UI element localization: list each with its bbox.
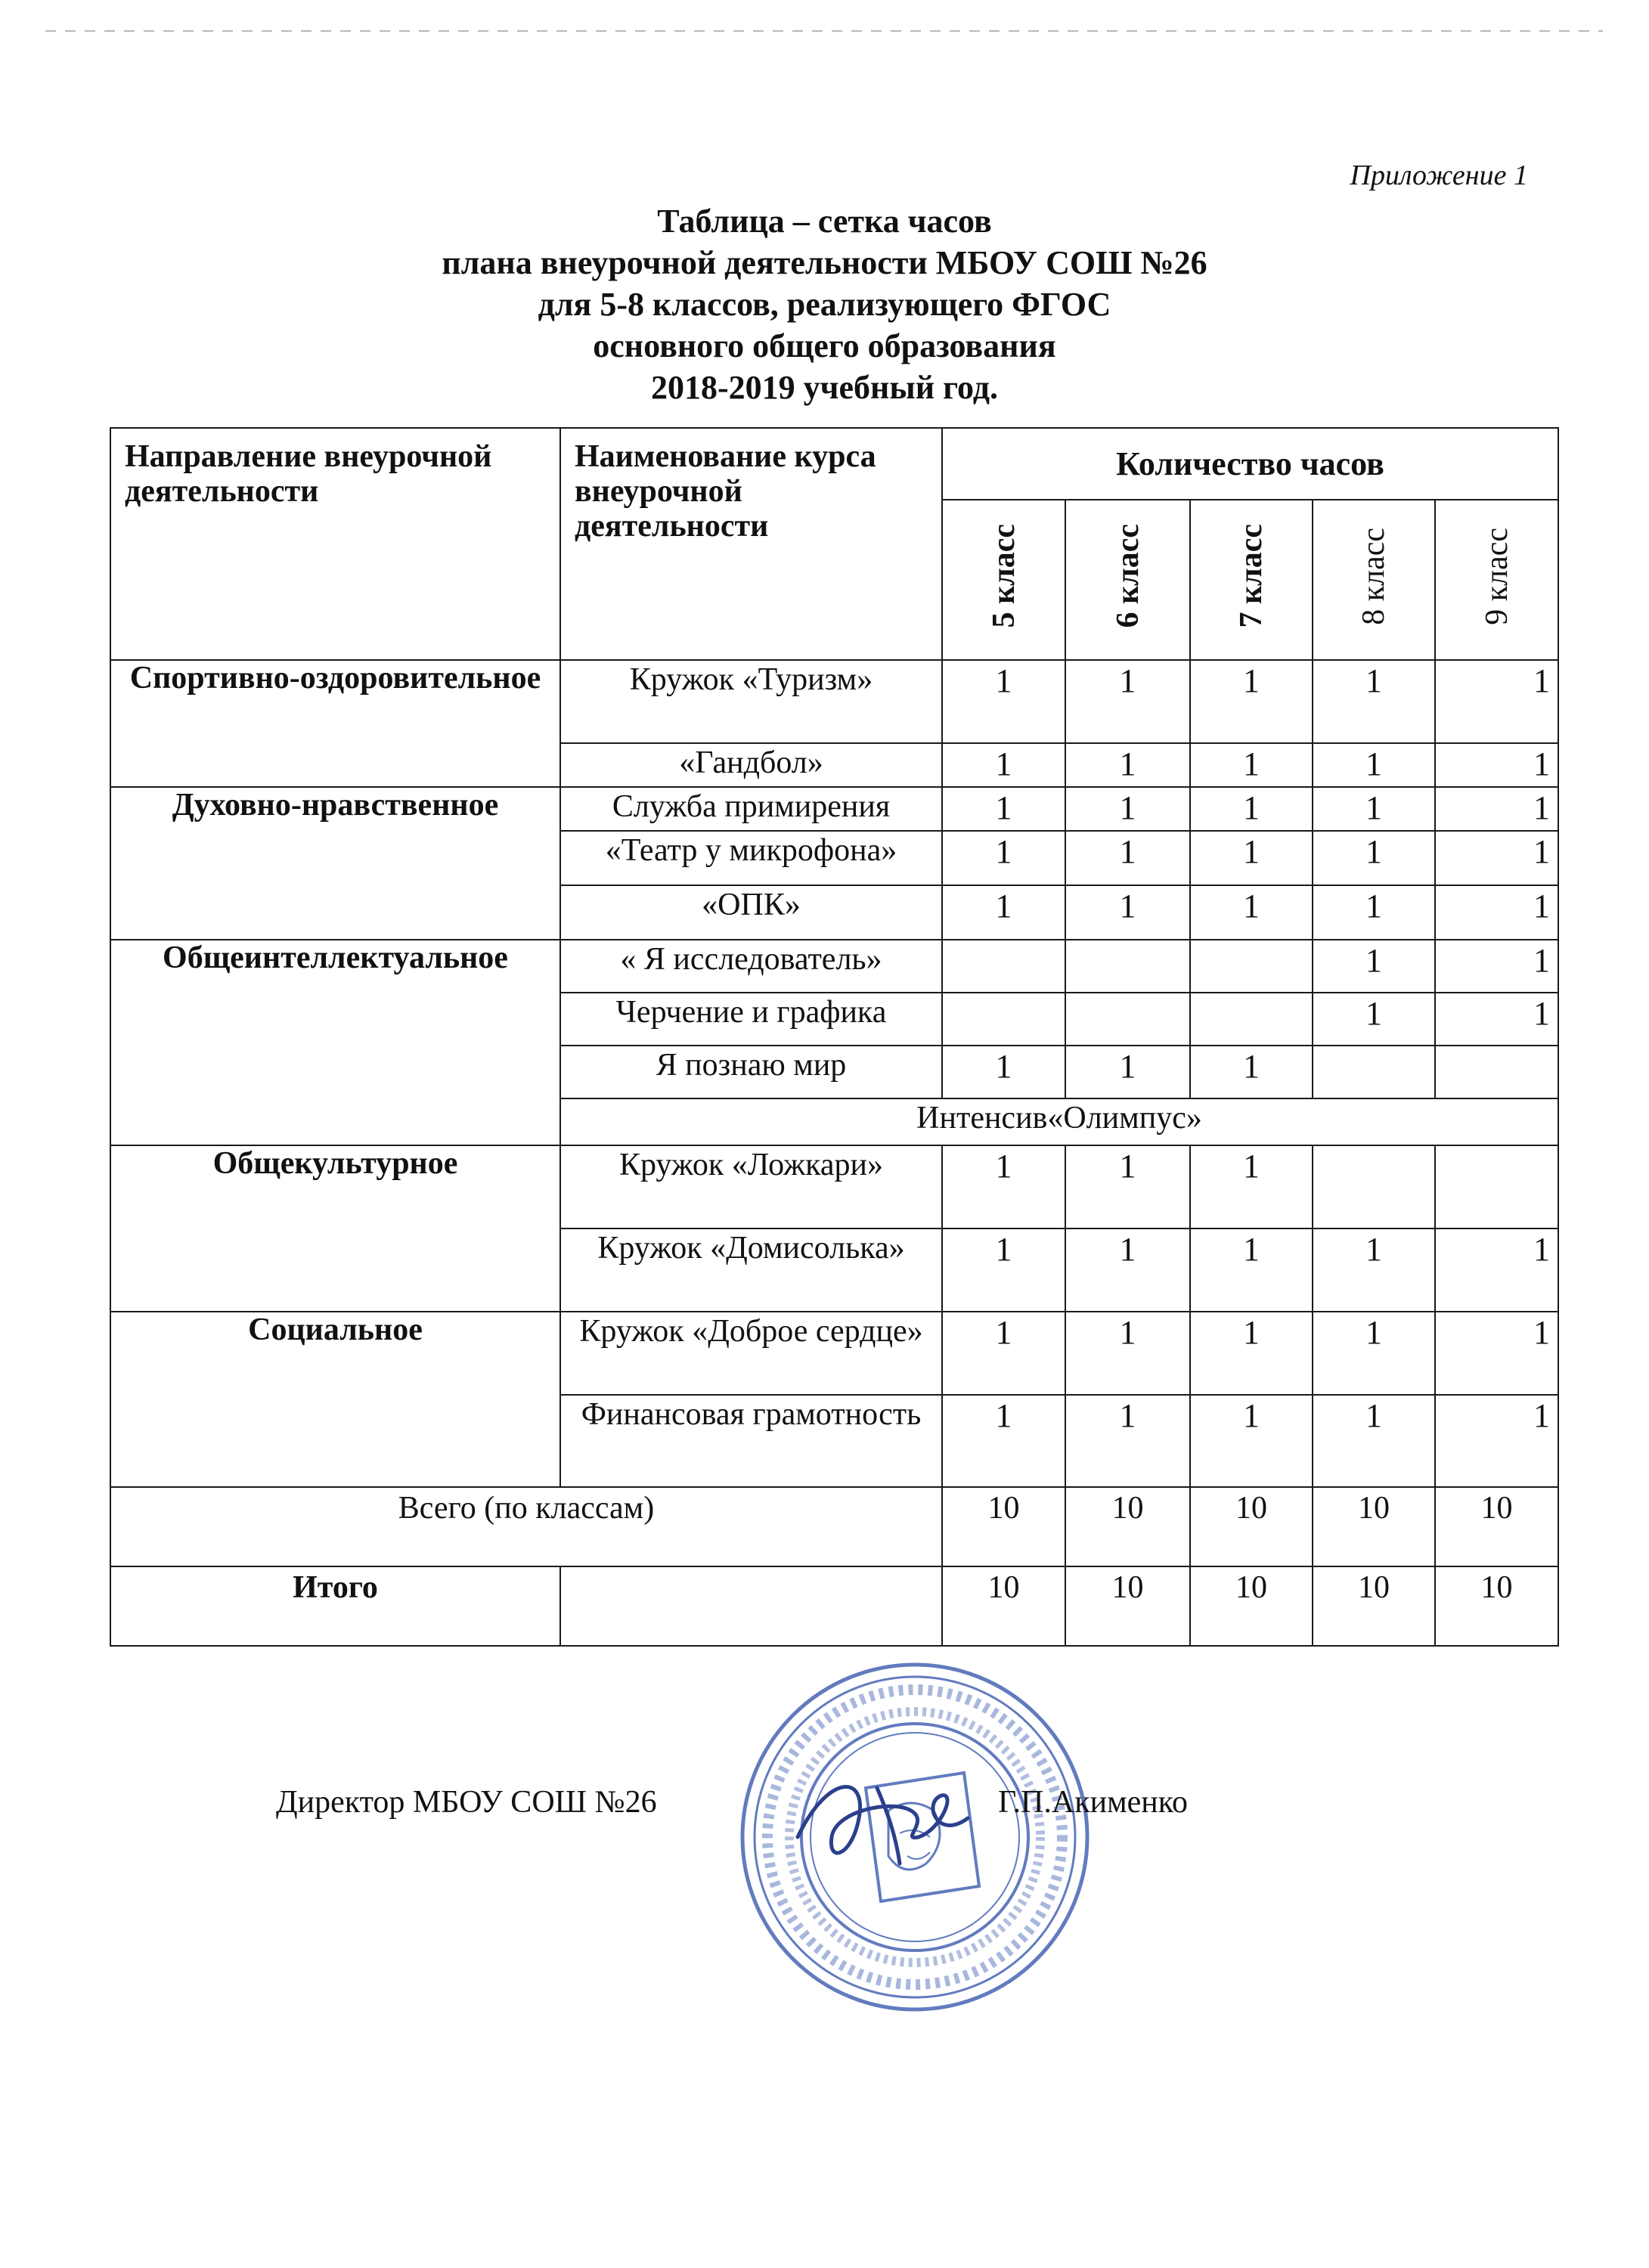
value-cell: 1 xyxy=(1313,940,1435,993)
document-title xyxy=(0,200,1649,408)
table-row xyxy=(110,1312,1558,1395)
total-by-class-value: 10 xyxy=(1065,1487,1190,1566)
header-course: Наименование курса внеурочной деятельности xyxy=(560,428,942,660)
appendix-label: Приложение 1 xyxy=(1350,160,1528,191)
title-line: Таблица – сетка часов xyxy=(657,203,992,240)
direction-cell: Общекультурное xyxy=(110,1145,560,1312)
value-cell: 1 xyxy=(942,885,1065,940)
total-by-class-value: 10 xyxy=(1190,1487,1313,1566)
value-cell: 1 xyxy=(1435,1228,1558,1312)
title-line: основного общего образования xyxy=(593,327,1056,364)
total-value: 10 xyxy=(1435,1566,1558,1646)
value-cell xyxy=(1190,940,1313,993)
value-cell xyxy=(942,940,1065,993)
value-cell xyxy=(1435,1046,1558,1098)
total-by-class-value: 10 xyxy=(1435,1487,1558,1566)
course-cell: «Гандбол» xyxy=(560,743,942,787)
value-cell: 1 xyxy=(1065,885,1190,940)
hours-table xyxy=(110,427,1559,1647)
value-cell xyxy=(1313,1046,1435,1098)
header-grade-6: 6 класс xyxy=(1065,500,1190,660)
title-line: для 5-8 классов, реализующего ФГОС xyxy=(538,286,1111,323)
total-value: 10 xyxy=(1065,1566,1190,1646)
signature-position: Директор МБОУ СОШ №26 xyxy=(276,1785,657,1820)
value-cell: 1 xyxy=(1190,831,1313,885)
value-cell: 1 xyxy=(1435,940,1558,993)
value-cell: 1 xyxy=(1435,787,1558,831)
value-cell: 1 xyxy=(1190,1312,1313,1395)
table-row xyxy=(110,1145,1558,1228)
value-cell: 1 xyxy=(1435,831,1558,885)
value-cell xyxy=(1190,993,1313,1046)
table-row xyxy=(110,660,1558,743)
value-cell: 1 xyxy=(1190,1145,1313,1228)
table-row xyxy=(110,787,1558,831)
value-cell: 1 xyxy=(1065,1395,1190,1487)
course-cell: «ОПК» xyxy=(560,885,942,940)
value-cell xyxy=(942,993,1065,1046)
value-cell: 1 xyxy=(1435,1395,1558,1487)
value-cell: 1 xyxy=(1065,1145,1190,1228)
course-cell: Служба примирения xyxy=(560,787,942,831)
total-by-class-value: 10 xyxy=(942,1487,1065,1566)
value-cell: 1 xyxy=(1065,831,1190,885)
value-cell: 1 xyxy=(1190,1228,1313,1312)
value-cell: 1 xyxy=(1313,787,1435,831)
course-cell: Кружок «Доброе сердце» xyxy=(560,1312,942,1395)
value-cell: 1 xyxy=(1313,831,1435,885)
value-cell: 1 xyxy=(942,1228,1065,1312)
header-grade-7: 7 класс xyxy=(1190,500,1313,660)
value-cell: 1 xyxy=(1313,1312,1435,1395)
title-line: 2018-2019 учебный год. xyxy=(651,369,998,406)
title-line: плана внеурочной деятельности МБОУ СОШ №26 xyxy=(442,244,1207,281)
value-cell: 1 xyxy=(1065,660,1190,743)
value-cell: 1 xyxy=(1190,1395,1313,1487)
course-cell: Кружок «Ложкари» xyxy=(560,1145,942,1228)
signature-name: Г.П.Акименко xyxy=(998,1785,1189,1820)
course-cell: Я познаю мир xyxy=(560,1046,942,1098)
value-cell: 1 xyxy=(942,1145,1065,1228)
value-cell: 1 xyxy=(1313,1395,1435,1487)
value-cell: 1 xyxy=(1065,1228,1190,1312)
value-cell: 1 xyxy=(1435,885,1558,940)
course-cell: «Театр у микрофона» xyxy=(560,831,942,885)
value-cell: 1 xyxy=(1190,885,1313,940)
value-cell: 1 xyxy=(942,660,1065,743)
value-cell: 1 xyxy=(1313,660,1435,743)
value-cell: 1 xyxy=(942,1312,1065,1395)
header-grade-5: 5 класс xyxy=(942,500,1065,660)
header-hours: Количество часов xyxy=(942,428,1558,500)
value-cell: 1 xyxy=(1313,885,1435,940)
official-seal xyxy=(737,1659,1093,2015)
course-cell: Черчение и графика xyxy=(560,993,942,1046)
value-cell: 1 xyxy=(1190,660,1313,743)
total-value: 10 xyxy=(1190,1566,1313,1646)
value-cell: 1 xyxy=(1313,1228,1435,1312)
total-label: Итого xyxy=(110,1566,560,1646)
value-cell: 1 xyxy=(942,787,1065,831)
total-by-class-row xyxy=(110,1487,1558,1566)
value-cell: 1 xyxy=(1313,993,1435,1046)
value-cell xyxy=(1435,1145,1558,1228)
total-empty-cell xyxy=(560,1566,942,1646)
value-cell xyxy=(1065,940,1190,993)
course-cell: Кружок «Домисолька» xyxy=(560,1228,942,1312)
value-cell: 1 xyxy=(1435,743,1558,787)
value-cell: 1 xyxy=(1065,743,1190,787)
course-cell: « Я исследователь» xyxy=(560,940,942,993)
value-cell: 1 xyxy=(942,1046,1065,1098)
direction-cell: Общеинтеллектуальное xyxy=(110,940,560,1145)
value-cell: 1 xyxy=(1435,1312,1558,1395)
value-cell: 1 xyxy=(942,743,1065,787)
value-cell: 1 xyxy=(1190,743,1313,787)
header-grade-8: 8 класс xyxy=(1313,500,1435,660)
value-cell: 1 xyxy=(1065,1312,1190,1395)
value-cell: 1 xyxy=(1190,1046,1313,1098)
value-cell xyxy=(1065,993,1190,1046)
total-row xyxy=(110,1566,1558,1646)
direction-cell: Спортивно-оздоровительное xyxy=(110,660,560,787)
course-cell: Финансовая грамотность xyxy=(560,1395,942,1487)
header-direction: Направление внеурочной деятельности xyxy=(110,428,560,660)
value-cell: 1 xyxy=(1065,787,1190,831)
value-cell: 1 xyxy=(1435,993,1558,1046)
total-value: 10 xyxy=(942,1566,1065,1646)
value-cell: 1 xyxy=(942,831,1065,885)
value-cell: 1 xyxy=(1313,743,1435,787)
value-cell xyxy=(1313,1145,1435,1228)
scan-top-edge xyxy=(45,30,1603,32)
total-by-class-value: 10 xyxy=(1313,1487,1435,1566)
value-cell: 1 xyxy=(1435,660,1558,743)
value-cell: 1 xyxy=(942,1395,1065,1487)
director-signature xyxy=(798,1786,968,1864)
header-grade-9: 9 класс xyxy=(1435,500,1558,660)
direction-cell: Социальное xyxy=(110,1312,560,1487)
total-value: 10 xyxy=(1313,1566,1435,1646)
direction-cell: Духовно-нравственное xyxy=(110,787,560,940)
course-cell: Кружок «Туризм» xyxy=(560,660,942,743)
total-by-class-label: Всего (по классам) xyxy=(110,1487,942,1566)
course-cell-wide: Интенсив«Олимпус» xyxy=(560,1098,1558,1145)
value-cell: 1 xyxy=(1190,787,1313,831)
value-cell: 1 xyxy=(1065,1046,1190,1098)
table-row xyxy=(110,940,1558,993)
